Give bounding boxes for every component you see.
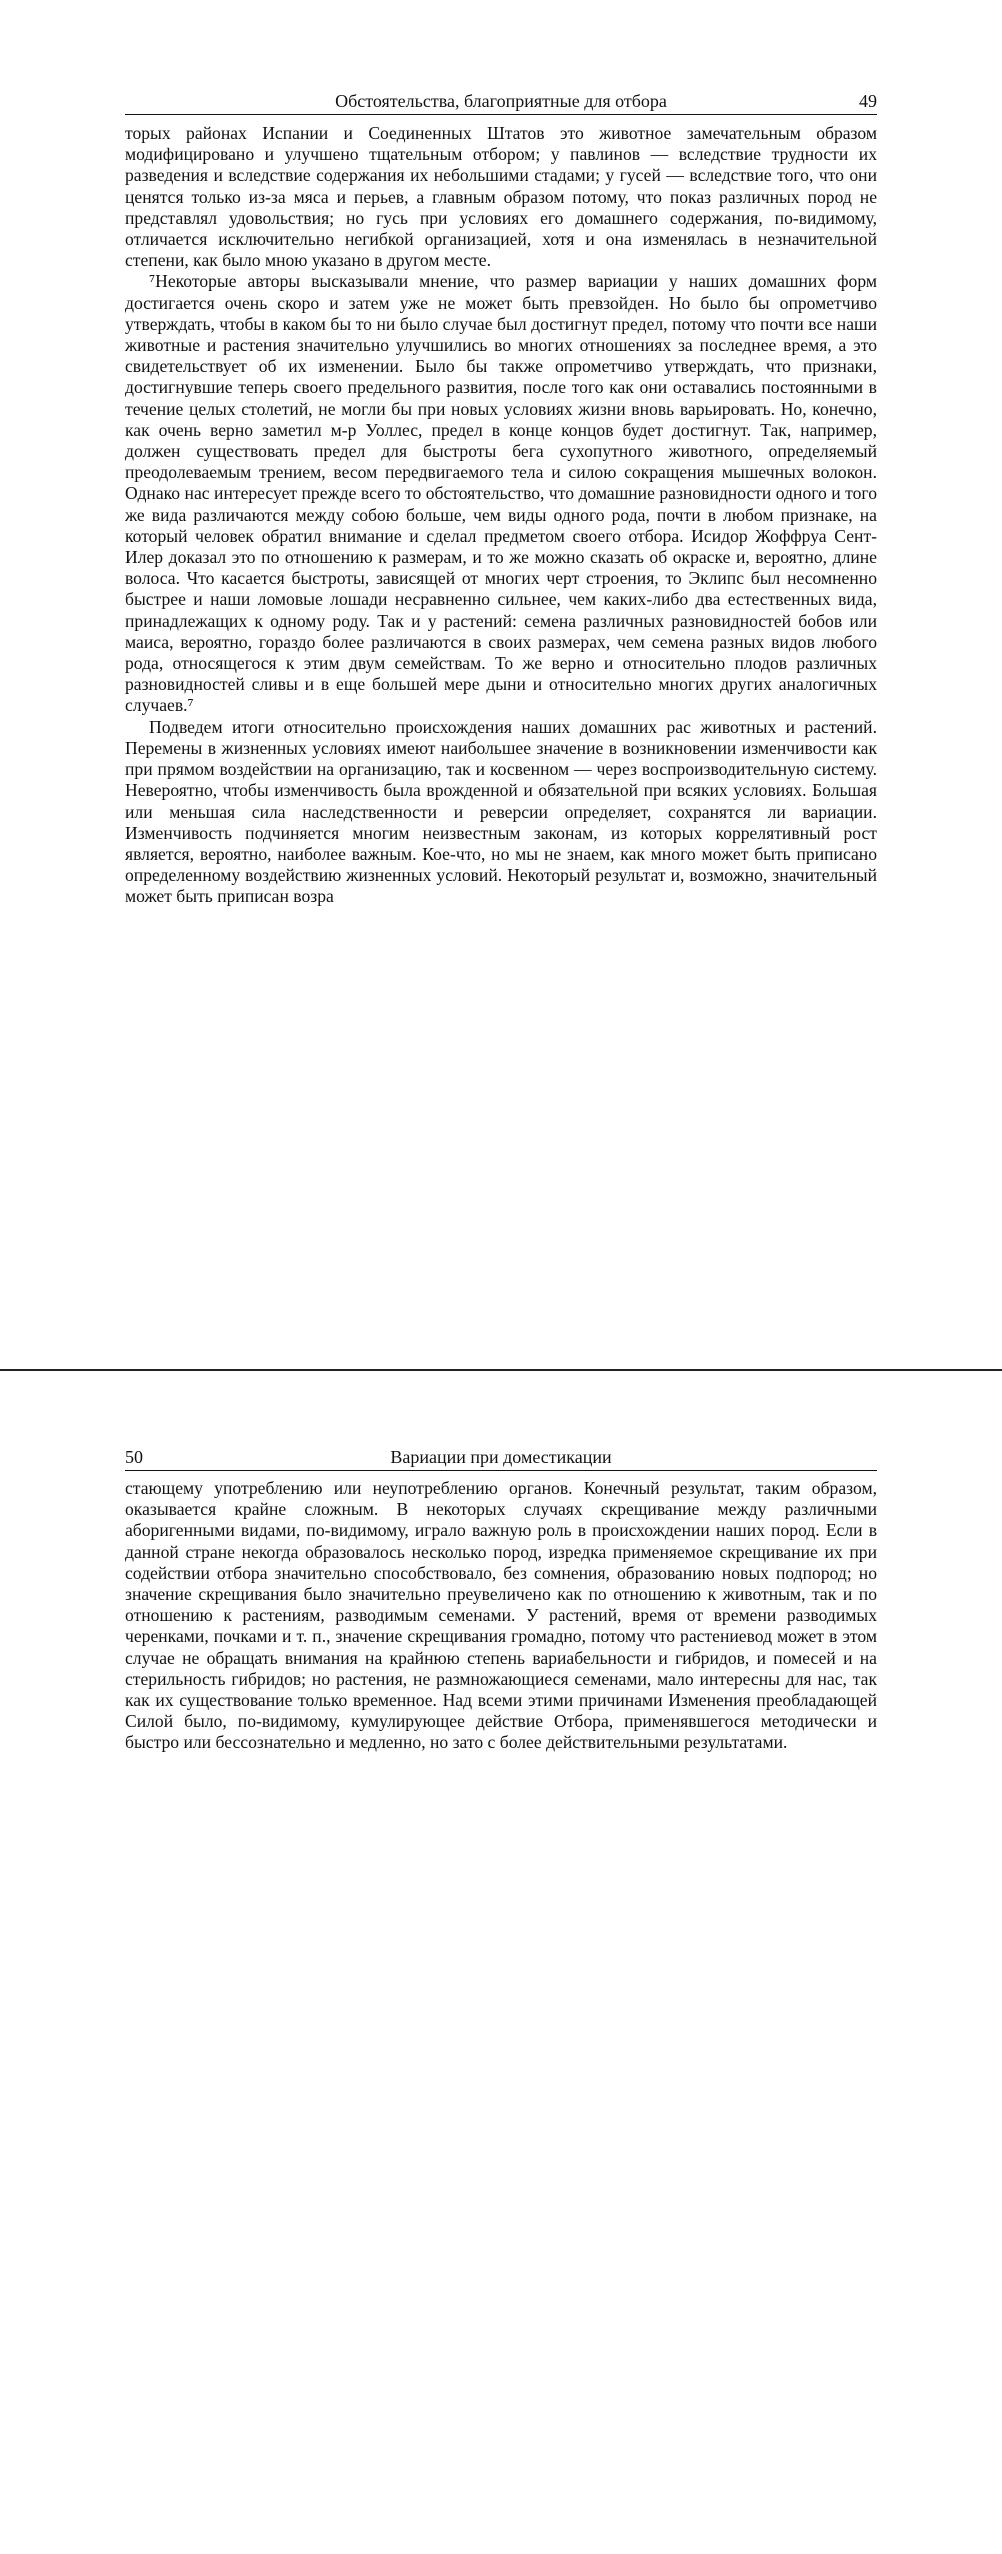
body-text <box>125 1478 877 1754</box>
paragraph: Подведем итоги относительно происхождения наших домашних рас животных и растений. Перемены в жизненных условиях имеют наибольшее значение в возникновении изменчивости как при прямом воздействии на организацию, так и косвенном — через воспроизводительную систему. Невероятно, чтобы изменчивость была врожденной и обязательной при всяких условиях. Большая или меньшая сила наследственности и реверсии определяет, сохранятся ли вариации. Изменчивость подчиняется многим неизвестным законам, из которых коррелятивный рост является, вероятно, наиболее важным. Кое-что, но мы не знаем, как много может быть приписано определенному воздействию жизненных условий. Некоторый результат и, возможно, значительный может быть приписан возра <box>125 716 877 907</box>
page-number: 49 <box>859 91 877 111</box>
paragraph: стающему употреблению или неупотреблению органов. Конечный результат, таким образом, оказывается крайне сложным. В некоторых случаях скрещивание между различными аборигенными видами, по-видимому, играло важную роль в происхождении наших пород. Если в данной стране некогда образовалось несколько пород, изредка применяемое скрещивание их при содействии отбора значительно способствовало, без сомнения, образованию новых подпород; но значение скрещивания было значительно преувеличено как по отношению к животным, так и по отношению к растениям, разводимым семенами. У растений, время от времени разводимых черенками, почками и т. п., значение скрещивания громадно, потому что растениевод может в этом случае не обращать внимания на крайнюю степень вариабельности и гибридов, и помесей и на стерильность гибридов; но растения, не размножающиеся семенами, мало интересны для нас, так как их существование только временное. Над всеми этими причинами Изменения преобладающей Силой было, по-видимому, кумулирующее действие Отбора, применявшегося методически и быстро или бессознательно и медленно, но зато с более действительными результатами. <box>125 1478 877 1753</box>
page-50 <box>0 1370 1002 2554</box>
paragraph: ⁷Некоторые авторы высказывали мнение, что размер вариации у наших домашних форм достигается очень скоро и затем уже не может быть превзойден. Но было бы опрометчиво утверждать, чтобы в каком бы то ни было случае был достигнут предел, потому что почти все наши животные и растения значительно улучшились во многих отношениях за последнее время, а это свидетельствует об их изменении. Было бы также опрометчиво утверждать, что признаки, достигнувшие теперь своего предельного развития, после того как они оставались постоянными в течение целых столетий, не могли бы при новых условиях жизни вновь варьировать. Но, конечно, как очень верно заметил м-р Уоллес, предел в конце концов будет достигнут. Так, например, должен существовать предел для быстроты бега сухопутного животного, определяемый преодолеваемым трением, весом передвигаемого тела и силою сокращения мышечных волокон. Однако нас интересует прежде всего то обстоятельство, что домашние разновидности одного и того же вида различаются между собою больше, чем виды одного рода, почти в любом признаке, на который человек обратил внимание и сделал предметом своего отбора. Исидор Жоффруа Сент-Илер доказал это по отношению к размерам, и то же можно сказать об окраске и, вероятно, длине волоса. Что касается быстроты, зависящей от многих черт строения, то Эклипс был несомненно быстрее и наши ломовые лошади несравненно сильнее, чем каких-либо два естественных вида, принадлежащих к одному роду. Так и у растений: семена различных разновидностей бобов или маиса, вероятно, гораздо более различаются в своих размерах, чем семена разных видов любого рода, относящегося к этим двум семействам. То же верно и относительно плодов различных разновидностей сливы и в еще большей мере дыни и относительно многих других аналогичных случаев.⁷ <box>125 271 877 716</box>
running-title: Обстоятельства, благоприятные для отбора <box>335 91 667 111</box>
page-number: 50 <box>125 1447 143 1467</box>
paragraph: торых районах Испании и Соединенных Штатов это животное замечательным образом модифицировано и улучшено тщательным отбором; у павлинов — вследствие трудности их разведения и вследствие содержания их небольшими стадами; у гусей — вследствие того, что они ценятся только из-за мяса и перьев, а главным образом потому, что показ различных пород не представлял удовольствия; но гусь при условиях его домашнего содержания, по-видимому, отличается исключительно негибкой организацией, хотя и она изменялась в незначительной степени, как было мною указано в другом месте. <box>125 123 877 271</box>
running-head <box>125 90 877 115</box>
running-head <box>125 1446 877 1471</box>
running-title: Вариации при доместикации <box>390 1447 612 1467</box>
body-text <box>125 123 877 908</box>
